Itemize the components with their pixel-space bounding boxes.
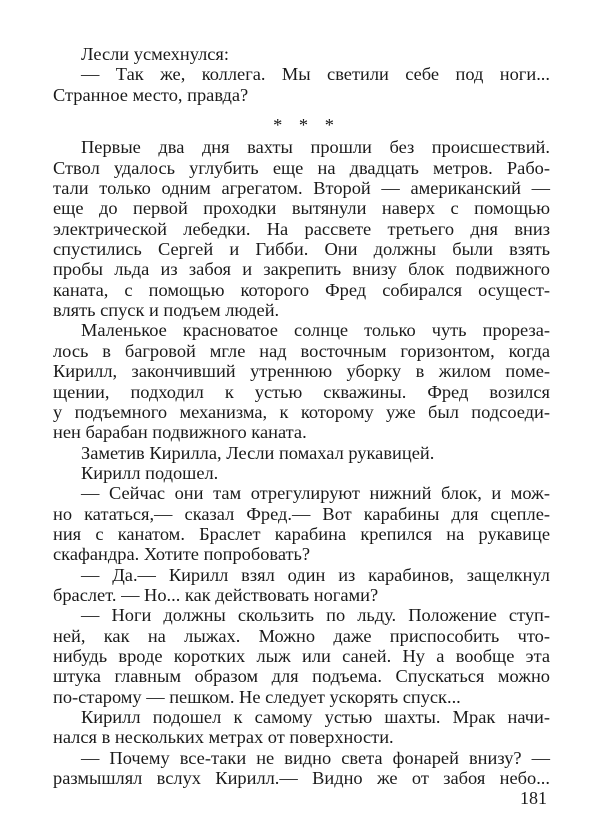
text-line: пробы льда из забоя и закрепить внизу блок подвижного — [53, 259, 550, 280]
text-line: скафандра. Хотите попробовать? — [53, 544, 311, 565]
main-text-block — [53, 137, 550, 788]
text-line: — Сейчас они там отрегулируют нижний блок, и мож- — [81, 483, 550, 504]
text-line: штука главным образом для подъема. Спускаться можно — [53, 666, 550, 687]
page-number: 181 — [520, 788, 547, 808]
text-line: Кирилл подошел к самому устью шахты. Мрак начи- — [81, 707, 550, 727]
dialogue-block — [53, 44, 550, 105]
text-line: лось в багровой мгле над восточным горизонтом, когда — [53, 340, 550, 361]
text-line: но кататься,— сказал Фред.— Вот карабины для сцепле- — [53, 503, 550, 524]
text-line: спустились Сергей и Гибби. Они должны были взять — [53, 239, 550, 260]
text-line: ния с канатом. Браслет карабина крепился на рукавице — [53, 523, 550, 544]
text-line: у подъемного механизма, к которому уже был подсоеди- — [53, 401, 550, 422]
text-line: по-старому — пешком. Не следует ускорять спуск... — [53, 686, 461, 707]
text-line: Странное место, правда? — [53, 84, 249, 105]
text-line: — Да.— Кирилл взял один из карабинов, защелкнул — [81, 564, 550, 585]
text-line: Лесли усмехнулся: — [81, 44, 229, 64]
text-line: влять спуск и подъем людей. — [53, 300, 280, 321]
text-line: Заметив Кирилла, Лесли помахал рукавицей. — [81, 442, 435, 463]
text-line: каната, с помощью которого Фред собирался осущест- — [53, 279, 550, 300]
text-line: — Ноги должны скользить по льду. Положение ступ- — [81, 605, 550, 626]
text-line: Ствол удалось углубить еще на двадцать метров. Рабо- — [53, 157, 550, 178]
text-line: еще до первой проходки вытянули наверх с помощью — [53, 198, 550, 219]
text-line: — Так же, коллега. Мы светили себе под ноги... — [81, 64, 550, 85]
text-line: размышлял вслух Кирилл.— Видно же от забоя небо... — [53, 768, 550, 789]
text-line: Маленькое красноватое солнце только чуть прореза- — [81, 320, 550, 341]
text-line: Первые два дня вахты прошли без происшествий. — [81, 137, 550, 158]
text-line: Кирилл подошел. — [81, 462, 219, 483]
text-line: тали только одним агрегатом. Второй — американский — — [53, 178, 550, 199]
text-line: браслет. — Но... как действовать ногами? — [53, 584, 379, 605]
text-line: — Почему все-таки не видно света фонарей внизу? — — [81, 747, 550, 768]
text-line: щении, подходил к устью скважины. Фред возился — [53, 381, 550, 402]
text-line: ней, как на лыжах. Можно даже приспособить что- — [53, 625, 550, 646]
book-page-text — [53, 44, 550, 788]
text-line: Кирилл, закончивший утреннюю уборку в жилом поме- — [53, 361, 550, 382]
section-separator: * * * — [273, 115, 340, 136]
text-line: электрической лебедки. На рассвете третьего дня вниз — [53, 218, 550, 239]
text-line: нен барабан подвижного каната. — [53, 422, 307, 443]
text-line: нался в нескольких метрах от поверхности. — [53, 727, 394, 748]
text-line: нибудь вроде коротких лыж или саней. Ну а вообще эта — [53, 645, 550, 666]
